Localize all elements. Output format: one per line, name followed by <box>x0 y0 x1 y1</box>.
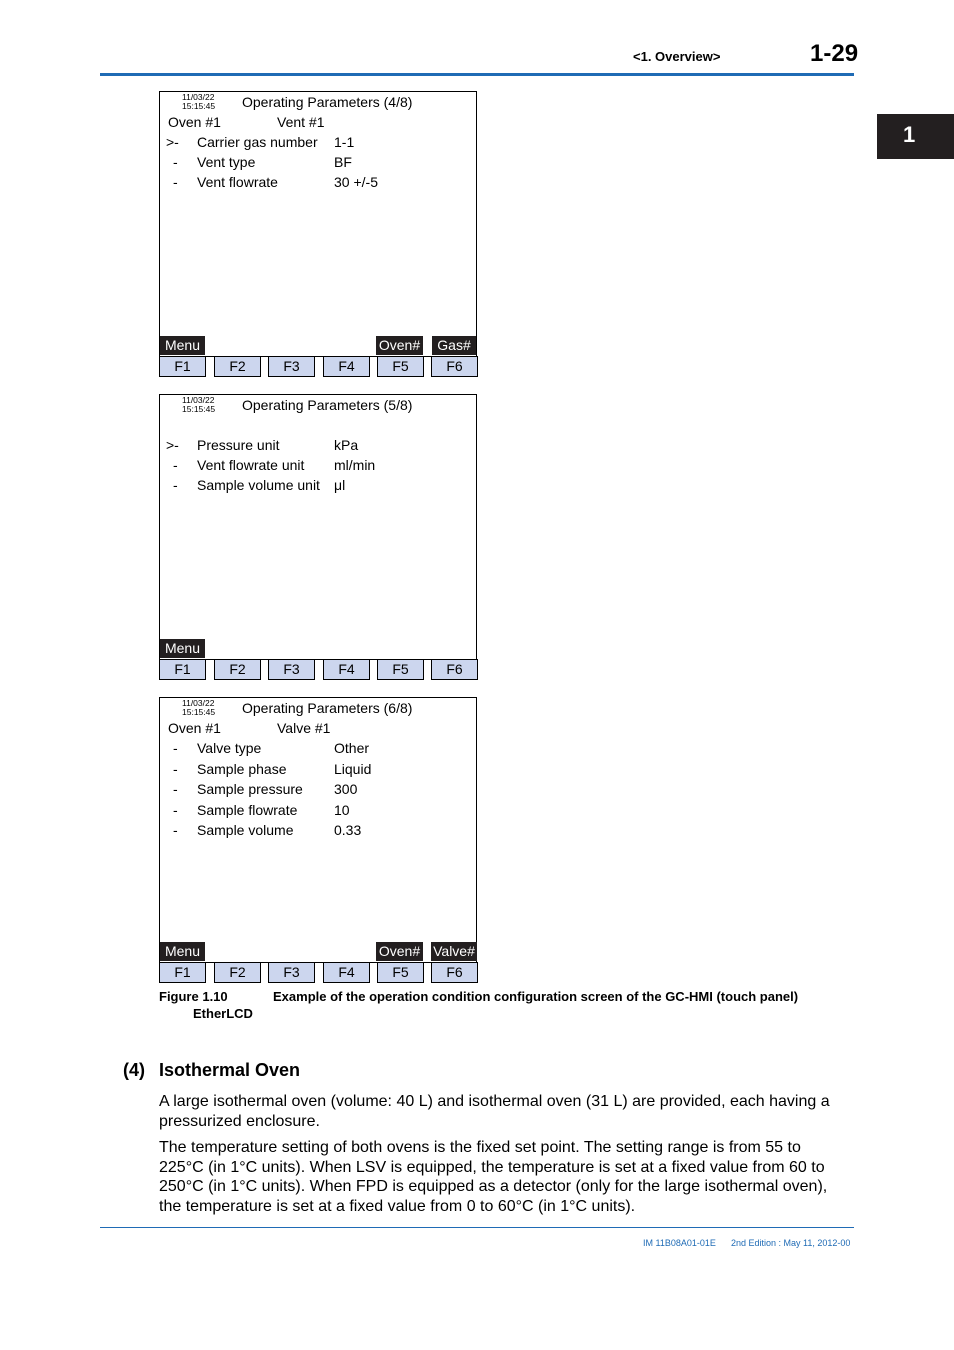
row-value: 1-1 <box>334 134 355 150</box>
row-label: Sample volume <box>197 822 294 838</box>
f4-key[interactable]: F4 <box>323 356 370 377</box>
f5-key[interactable]: F5 <box>377 962 424 983</box>
screen-title: Operating Parameters (5/8) <box>242 397 413 413</box>
hmi-screen-6-of-8 <box>159 697 478 980</box>
param-row[interactable] <box>160 781 476 801</box>
header-rule <box>100 73 854 76</box>
figure-caption: Example of the operation condition configuration screen of the GC-HMI (touch panel) <box>273 989 799 1004</box>
f6-key[interactable]: F6 <box>431 659 478 680</box>
row-marker: - <box>173 477 178 493</box>
row-marker: - <box>173 781 178 797</box>
param-row[interactable] <box>160 740 476 760</box>
param-row[interactable] <box>160 761 476 781</box>
function-key-row <box>159 659 479 679</box>
f6-key[interactable]: F6 <box>431 962 478 983</box>
screen-frame <box>159 697 477 963</box>
menu-softkey[interactable]: Menu <box>160 639 205 658</box>
screen-datetime <box>182 396 215 414</box>
f5-key[interactable]: F5 <box>377 659 424 680</box>
screen-datetime <box>182 699 215 717</box>
f5-key[interactable]: F5 <box>377 356 424 377</box>
screen-date: 11/03/22 <box>182 698 215 708</box>
row-marker: - <box>173 801 178 818</box>
screen-date: 11/03/22 <box>182 92 215 102</box>
row-value: 30 +/-5 <box>334 174 378 190</box>
row-value: ml/min <box>334 457 376 473</box>
f4-key[interactable]: F4 <box>323 659 370 680</box>
row-label: Vent flowrate <box>197 174 278 190</box>
menu-softkey[interactable]: Menu <box>160 942 205 961</box>
param-row[interactable] <box>160 134 476 154</box>
body-paragraph: The temperature setting of both ovens is the fixed set point. The setting range is from 55 to 225°C (in 1°C units). When LSV is equipped, the temperature is set at a fixed value from 60 to 250°C (in 1°C units). When FPD is equipped as a detector (only for the large isothermal oven), the temperature is set at a fixed value from 0 to 60°C (in 1°C units). <box>159 1139 828 1215</box>
param-row[interactable] <box>160 154 476 174</box>
param-row[interactable] <box>160 437 476 457</box>
param-row[interactable] <box>160 457 476 477</box>
row-label: Valve type <box>197 740 262 756</box>
body-paragraph: A large isothermal oven (volume: 40 L) and isothermal oven (31 L) are provided, each having a pressurized enclosure. <box>159 1093 830 1130</box>
oven-label: Oven #1 <box>168 720 221 736</box>
row-value: BF <box>334 154 352 170</box>
f1-key[interactable]: F1 <box>159 962 206 983</box>
row-marker: - <box>173 174 178 190</box>
row-label: Sample phase <box>197 760 287 777</box>
screen-time: 15:15:45 <box>182 101 216 111</box>
row-value: 300 <box>334 781 358 797</box>
vent-label: Vent #1 <box>277 114 325 130</box>
valve-label: Valve #1 <box>277 720 331 736</box>
row-label: Vent type <box>197 154 256 170</box>
row-label: Carrier gas number <box>197 134 318 150</box>
function-key-row <box>159 356 479 376</box>
screen-title: Operating Parameters (4/8) <box>242 94 413 110</box>
figure-label: Figure 1.10 <box>159 989 228 1004</box>
section-title: Isothermal Oven <box>159 1060 301 1080</box>
row-value: Other <box>334 740 370 756</box>
figure-caption-line2: EtherLCD <box>193 1006 253 1021</box>
screen-date: 11/03/22 <box>182 395 215 405</box>
row-label: Sample pressure <box>197 781 303 797</box>
footer-doc-id: IM 11B08A01-01E <box>643 1238 716 1248</box>
f2-key[interactable]: F2 <box>214 962 261 983</box>
f1-key[interactable]: F1 <box>159 356 206 377</box>
row-label: Sample volume unit <box>197 477 320 493</box>
param-row[interactable] <box>160 174 476 194</box>
f2-key[interactable]: F2 <box>214 356 261 377</box>
chapter-tab-number: 1 <box>903 122 916 147</box>
row-marker: >- <box>166 437 179 453</box>
f6-key[interactable]: F6 <box>431 356 478 377</box>
oven-softkey[interactable]: Oven# <box>376 942 423 961</box>
param-row[interactable] <box>160 477 476 497</box>
row-marker: >- <box>166 134 179 150</box>
row-marker: - <box>173 740 178 756</box>
screen-time: 15:15:45 <box>182 404 216 414</box>
function-key-row <box>159 962 479 982</box>
f4-key[interactable]: F4 <box>323 962 370 983</box>
oven-label: Oven #1 <box>168 114 221 130</box>
row-value: μl <box>334 477 346 493</box>
param-row[interactable] <box>160 822 476 842</box>
row-marker: - <box>173 822 178 838</box>
screen-frame <box>159 394 477 660</box>
param-row[interactable] <box>160 802 476 822</box>
row-marker: - <box>173 760 178 777</box>
chapter-tab <box>877 114 954 159</box>
f3-key[interactable]: F3 <box>268 356 315 377</box>
f3-key[interactable]: F3 <box>268 659 315 680</box>
valve-softkey[interactable]: Valve# <box>431 942 477 961</box>
gas-softkey[interactable]: Gas# <box>432 336 476 355</box>
row-label: Pressure unit <box>197 437 280 453</box>
row-marker: - <box>173 154 178 170</box>
f3-key[interactable]: F3 <box>268 962 315 983</box>
section-number: (4) <box>123 1060 145 1080</box>
screen-frame <box>159 91 477 357</box>
menu-softkey[interactable]: Menu <box>160 336 205 355</box>
row-label: Sample flowrate <box>197 801 298 818</box>
footer-edition: 2nd Edition : May 11, 2012-00 <box>731 1238 851 1248</box>
hmi-screen-5-of-8 <box>159 394 478 677</box>
footer-rule <box>100 1227 854 1228</box>
row-value: 0.33 <box>334 822 362 838</box>
row-value: 10 <box>334 801 350 818</box>
row-value: Liquid <box>334 760 372 777</box>
oven-softkey[interactable]: Oven# <box>376 336 423 355</box>
f1-key[interactable]: F1 <box>159 659 206 680</box>
row-label: Vent flowrate unit <box>197 457 305 473</box>
screen-datetime <box>182 93 215 111</box>
screen-title: Operating Parameters (6/8) <box>242 700 413 716</box>
row-marker: - <box>173 457 178 473</box>
f2-key[interactable]: F2 <box>214 659 261 680</box>
hmi-screen-4-of-8 <box>159 91 478 374</box>
screen-time: 15:15:45 <box>182 707 216 717</box>
row-value: kPa <box>334 437 359 453</box>
header-section-label: <1. Overview> <box>633 49 721 64</box>
page-number: 1-29 <box>810 40 859 67</box>
